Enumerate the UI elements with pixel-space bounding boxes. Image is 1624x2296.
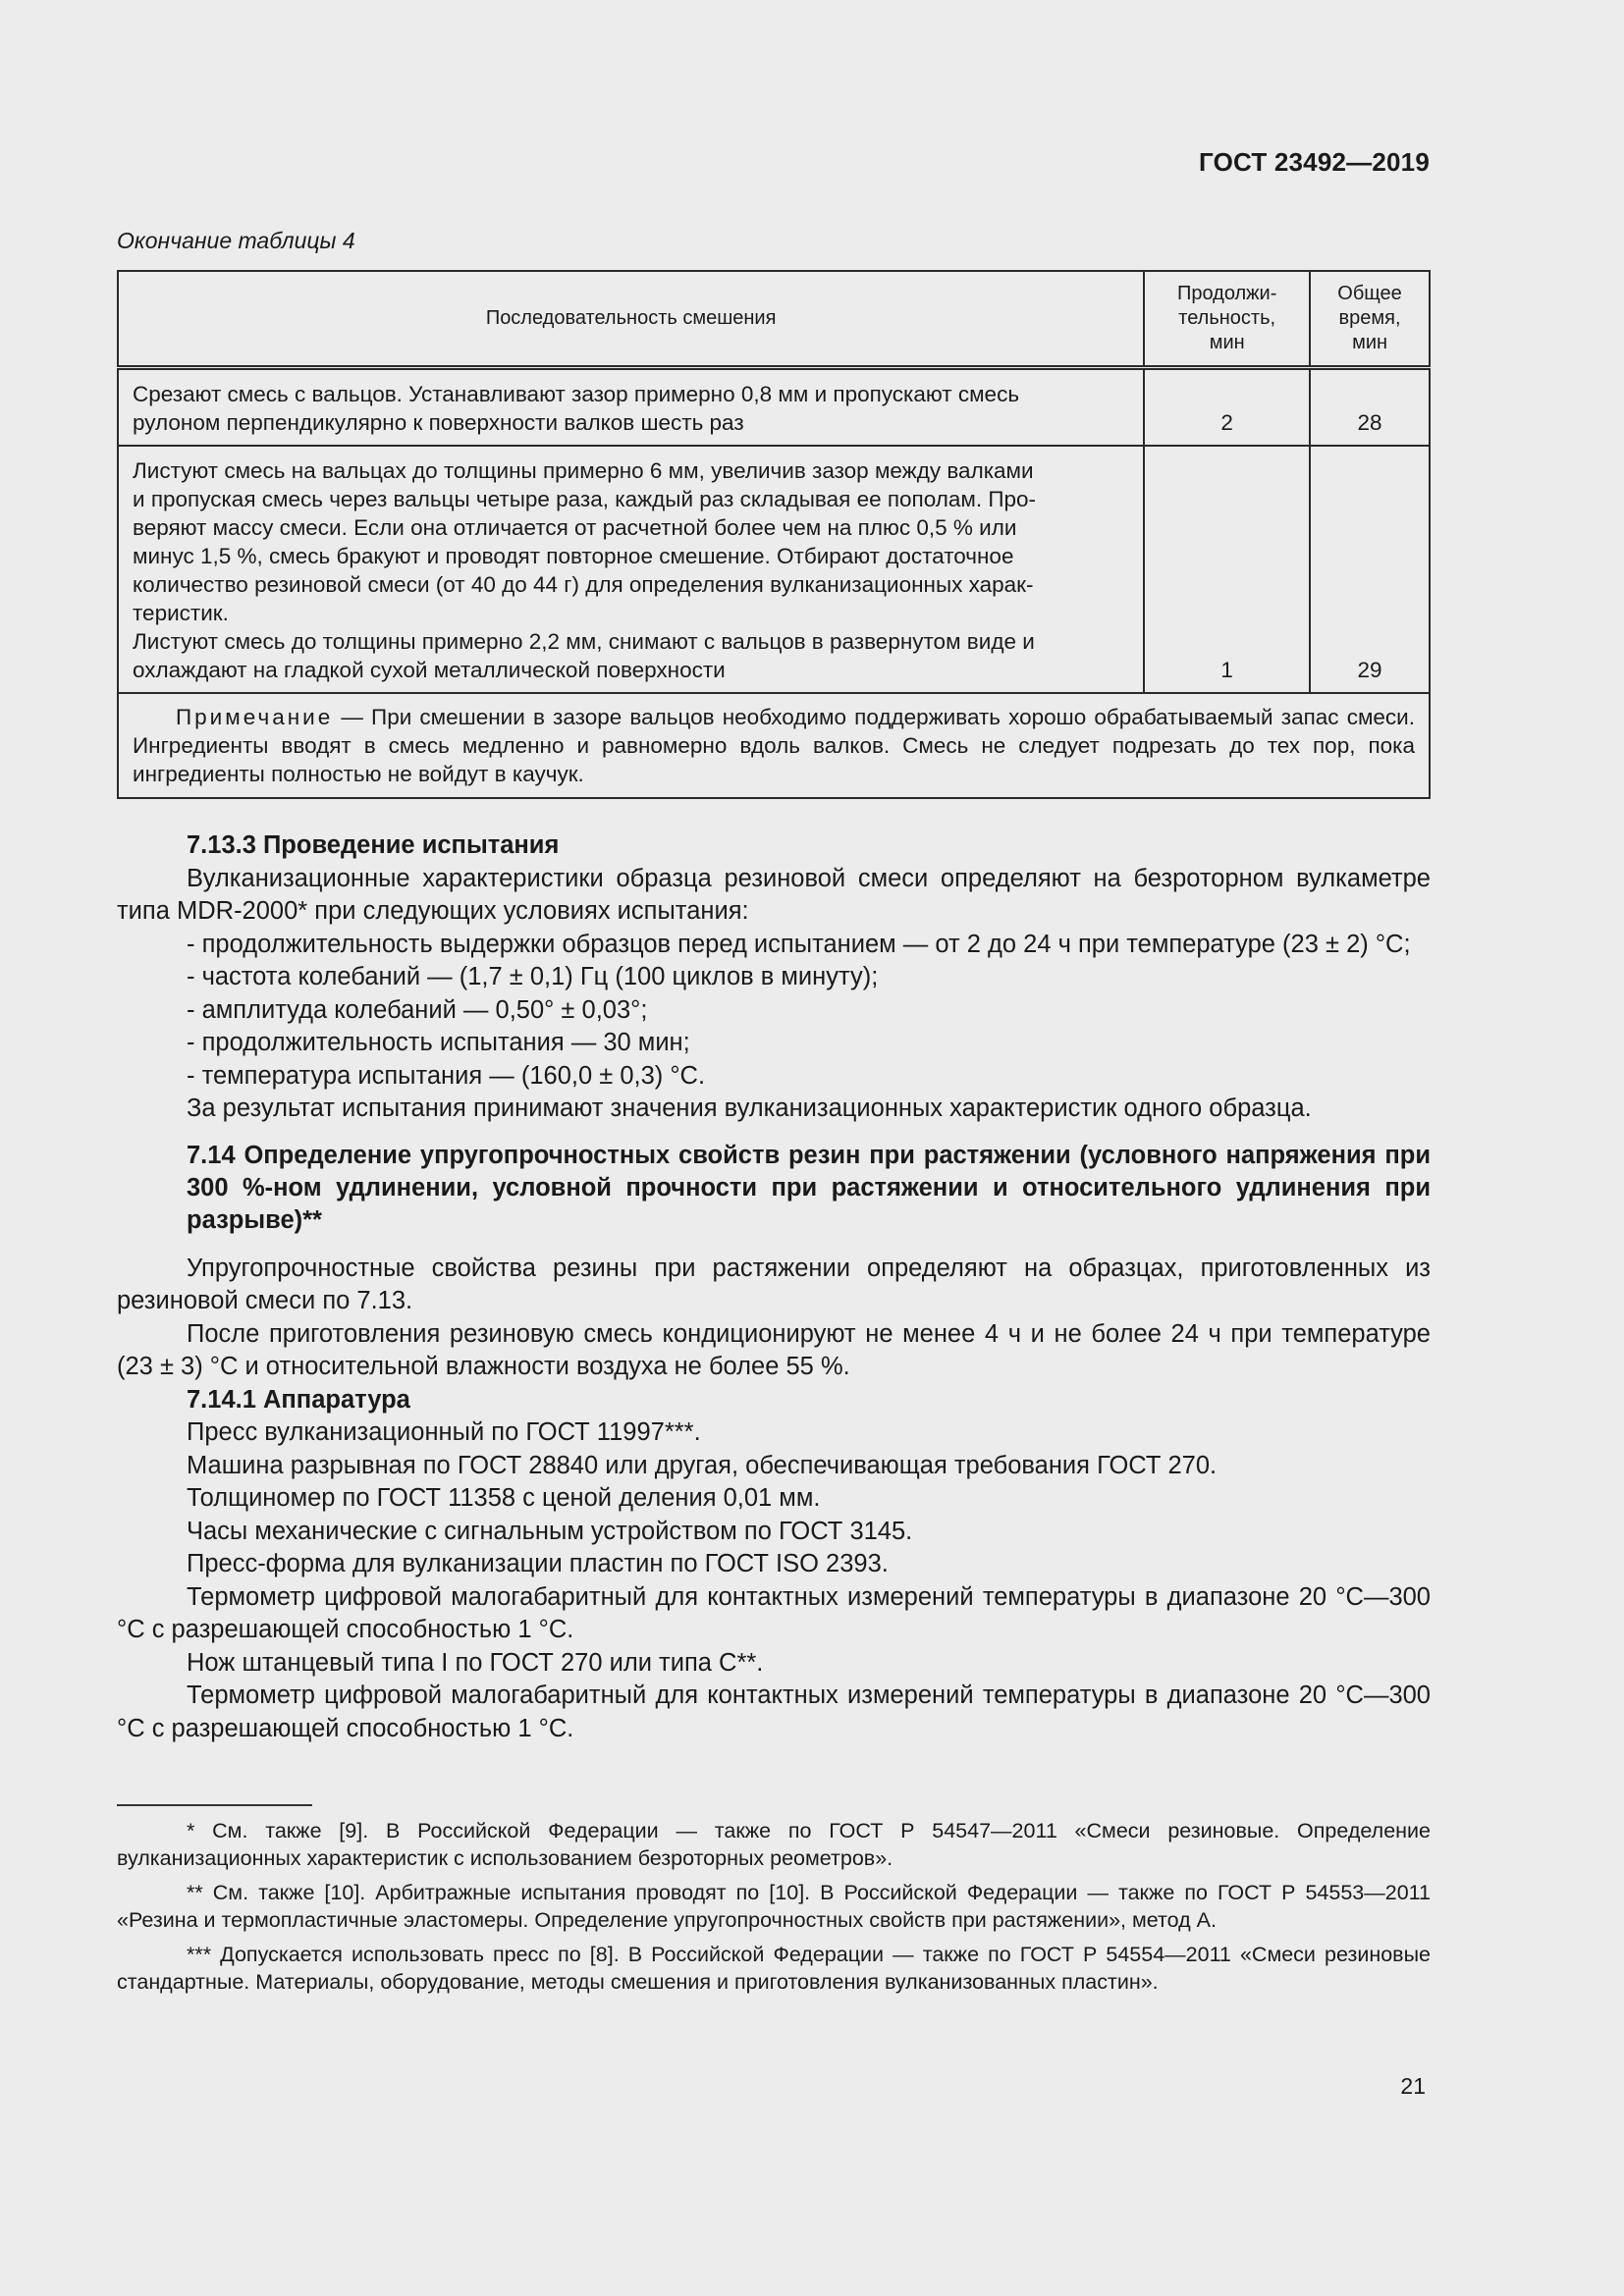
list-item: Пресс-форма для вулканизации пластин по ГОСТ ISO 2393. (187, 1550, 889, 1577)
total-header-line: время, (1338, 307, 1401, 329)
cell-line: Листуют смесь до толщины примерно 2,2 мм, снимают с вальцов в развернутом виде и (133, 629, 1035, 654)
list-item: - частота колебаний — (1,7 ± 0,1) Гц (100 циклов в минуту); (187, 963, 879, 990)
list-item: - амплитуда колебаний — 0,50° ± 0,03°; (187, 995, 648, 1024)
footnote: * См. также [9]. В Российской Федерации — также по ГОСТ Р 54547—2011 «Смеси резиновые. Определение вулканизационных характеристик с использованием безроторных реометров». (117, 1819, 1431, 1870)
table-row (118, 368, 1430, 447)
duration-header-line: тельность, (1178, 307, 1276, 329)
duration-header-line: Продолжи- (1176, 283, 1277, 304)
table-caption: Окончание таблицы 4 (117, 228, 355, 253)
section-heading-7-14-1: 7.14.1 Аппаратура (187, 1385, 410, 1414)
document-code: ГОСТ 23492—2019 (1199, 147, 1430, 177)
cell-line: Срезают смесь с вальцов. Устанавливают зазор примерно 0,8 мм и пропускают смесь (133, 382, 1020, 406)
total-header-line: мин (1352, 332, 1388, 353)
cell-line: минус 1,5 %, смесь бракуют и проводят повторное смешение. Отбирают достаточное (133, 544, 1014, 568)
table-note (118, 693, 1430, 798)
cell-line: рулоном перпендикулярно к поверхности валков шесть раз (133, 410, 744, 435)
table-cell-duration: 1 (1144, 446, 1310, 693)
table-header-row (118, 271, 1430, 368)
table-note-row (118, 693, 1430, 798)
section-heading-7-14: 7.14 Определение упругопрочностных свойств резин при растяжении (условного напряжения при 300 %-ном удлинении, условной прочности при растяжении и относительного удлинения при разрыве)** (187, 1141, 1431, 1234)
list-item: Термометр цифровой малогабаритный для контактных измерений температуры в диапазоне 20 °С—300 °С с разрешающей способностью 1 °С. (117, 1682, 1431, 1742)
list-item: Толщиномер по ГОСТ 11358 с ценой деления 0,01 мм. (187, 1484, 821, 1512)
cell-line: и пропуская смесь через вальцы четыре раза, каждый раз складывая ее пополам. Про- (133, 487, 1037, 511)
column-header-duration (1144, 271, 1310, 368)
paragraph: За результат испытания принимают значения вулканизационных характеристик одного образца. (187, 1095, 1312, 1122)
cell-line: количество резиновой смеси (от 40 до 44 г) для определения вулканизационных харак- (133, 572, 1034, 597)
list-item: Часы механические с сигнальным устройством по ГОСТ 3145. (187, 1517, 913, 1545)
duration-header-line: мин (1209, 332, 1245, 353)
cell-line: Листуют смесь на вальцах до толщины примерно 6 мм, увеличив зазор между валками (133, 458, 1034, 483)
paragraph: Упругопрочностные свойства резины при растяжении определяют на образцах, приготовленных из резиновой смеси по 7.13. (117, 1254, 1431, 1314)
paragraph: Вулканизационные характеристики образца резиновой смеси определяют на безроторном вулкаметре типа MDR-2000* при следующих условиях испытания: (117, 864, 1431, 925)
list-item: - продолжительность выдержки образцов перед испытанием — от 2 до 24 ч при температуре (23 ± 2) °С; (187, 930, 1411, 958)
table-cell-sequence (118, 446, 1144, 693)
footnote-separator (117, 1804, 312, 1806)
note-text: — При смешении в зазоре вальцов необходимо поддерживать хорошо обрабатываемый запас смеси. Ингредиенты вводят в смесь медленно и равномерно вдоль валков. Смесь не следует подрезать до тех пор, пока ингредиенты полностью не войдут в каучук. (133, 705, 1415, 786)
column-header-sequence: Последовательность смешения (118, 271, 1144, 368)
total-header-line: Общее (1337, 283, 1402, 304)
list-item: Термометр цифровой малогабаритный для контактных измерений температуры в диапазоне 20 °С—300 °С с разрешающей способностью 1 °С. (117, 1582, 1431, 1643)
list-item: Нож штанцевый типа I по ГОСТ 270 или типа С**. (187, 1648, 764, 1677)
note-label: Примечание (176, 705, 334, 729)
list-item: Пресс вулканизационный по ГОСТ 11997***. (187, 1418, 701, 1446)
paragraph: После приготовления резиновую смесь кондиционируют не менее 4 ч и не более 24 ч при температуре (23 ± 3) °С и относительной влажности воздуха не более 55 %. (117, 1319, 1431, 1380)
table-cell-sequence (118, 368, 1144, 447)
footnotes (117, 1817, 1431, 2002)
table-cell-total: 28 (1310, 368, 1430, 447)
list-item: - продолжительность испытания — 30 мин; (187, 1029, 690, 1056)
page-number: 21 (1400, 2073, 1426, 2099)
list-item: Машина разрывная по ГОСТ 28840 или другая, обеспечивающая требования ГОСТ 270. (187, 1451, 1218, 1479)
section-heading-7-13-3: 7.13.3 Проведение испытания (187, 831, 560, 859)
table-cell-total: 29 (1310, 446, 1430, 693)
cell-line: теристик. (133, 601, 229, 625)
footnote: *** Допускается использовать пресс по [8]. В Российской Федерации — также по ГОСТ Р 54554—2011 «Смеси резиновые стандартные. Материалы, оборудование, методы смешения и приготовления вулканизованных пластин». (117, 1943, 1431, 1994)
cell-line: веряют массу смеси. Если она отличается от расчетной более чем на плюс 0,5 % или (133, 515, 1017, 540)
footnote: ** См. также [10]. Арбитражные испытания проводят по [10]. В Российской Федерации — также по ГОСТ Р 54553—2011 «Резина и термопластичные эластомеры. Определение упругопрочностных свойств при растяжении», метод А. (117, 1881, 1431, 1932)
list-item: - температура испытания — (160,0 ± 0,3) °С. (187, 1061, 706, 1090)
table-row (118, 446, 1430, 693)
cell-line: охлаждают на гладкой сухой металлической поверхности (133, 658, 726, 682)
main-text (117, 829, 1431, 1745)
column-header-total (1310, 271, 1430, 368)
table-cell-duration: 2 (1144, 368, 1310, 447)
mixing-table (117, 270, 1431, 799)
